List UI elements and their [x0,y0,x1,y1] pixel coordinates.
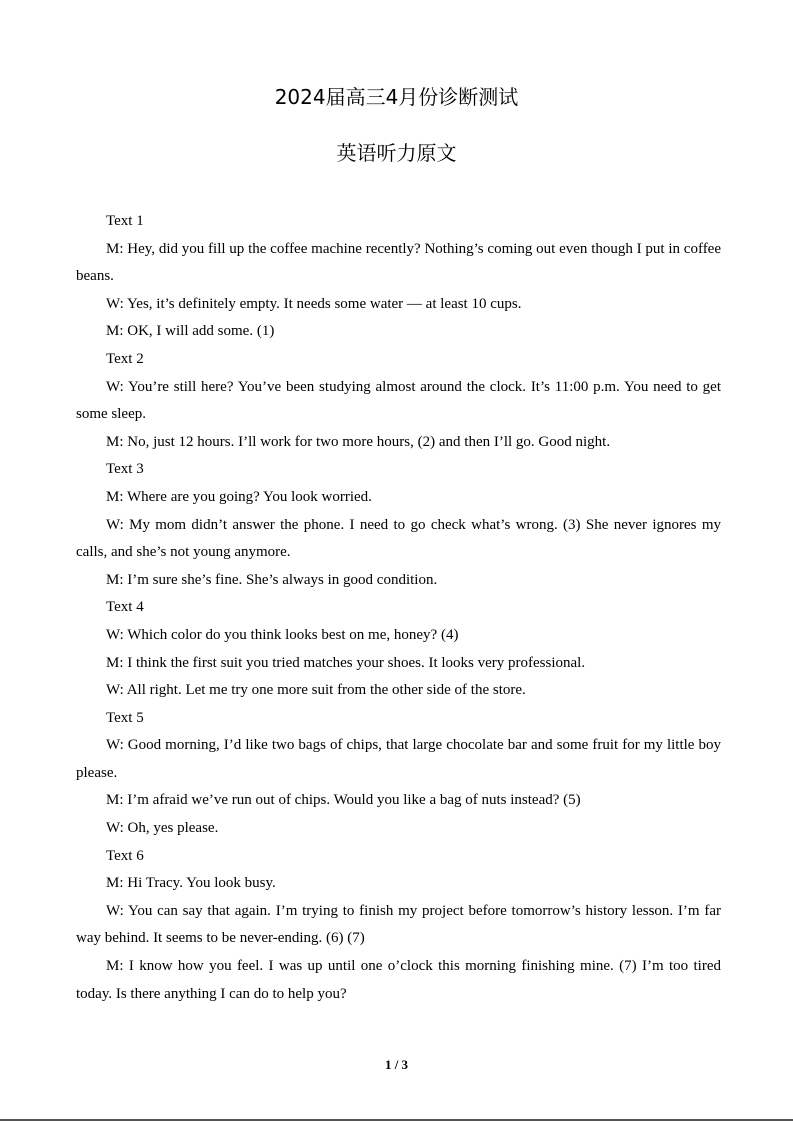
dialogue-line: M: I’m afraid we’ve run out of chips. Would you like a bag of nuts instead? (5) [106,792,581,809]
dialogue-line: W: All right. Let me try one more suit from the other side of the store. [106,682,526,699]
dialogue-line: W: Oh, yes please. [106,820,219,837]
text-heading: Text 6 [106,847,144,864]
text-heading: Text 4 [106,599,144,616]
document-title: 2024届高三4月份诊断测试 [274,85,519,109]
text-heading: Text 3 [106,461,144,478]
dialogue-line: M: Hi Tracy. You look busy. [106,875,276,892]
dialogue-line: W: My mom didn’t answer the phone. I need to go check what’s wrong. (3) She never ignores my calls, and she’s not young anymore. [76,516,721,561]
dialogue-line: M: No, just 12 hours. I’ll work for two more hours, (2) and then I’ll go. Good night. [106,433,611,450]
text-heading: Text 5 [106,709,144,726]
page-number: 1 / 3 [384,1057,409,1072]
dialogue-line: M: Where are you going? You look worried. [106,488,372,505]
dialogue-line: M: Hey, did you fill up the coffee machine recently? Nothing’s coming out even though I put in coffee beans. [76,240,721,285]
dialogue-line: M: I’m sure she’s fine. She’s always in good condition. [106,571,438,588]
dialogue-line: W: Good morning, I’d like two bags of chips, that large chocolate bar and some fruit for my little boy please. [76,737,721,781]
dialogue-line: M: OK, I will add some. (1) [106,323,275,340]
dialogue-line: W: Which color do you think looks best on me, honey? (4) [106,626,459,643]
dialogue-line: M: I know how you feel. I was up until one o’clock this morning finishing mine. (7) I’m too tired today. Is there anything I can do to help you? [76,958,721,1002]
transcript-body [76,208,721,1008]
text-heading: Text 2 [106,350,144,367]
dialogue-line: W: You can say that again. I’m trying to finish my project before tomorrow’s history lesson. I’m far way behind. It seems to be never-ending. (6) (7) [76,902,721,947]
dialogue-line: W: You’re still here? You’ve been studying almost around the clock. It’s 11:00 p.m. You need to get some sleep. [76,378,721,423]
document-subtitle: 英语听力原文 [336,141,457,165]
text-heading: Text 1 [106,213,144,229]
dialogue-line: M: I think the first suit you tried matches your shoes. It looks very professional. [106,654,586,671]
page-bottom-rule [0,1119,793,1121]
dialogue-line: W: Yes, it’s definitely empty. It needs some water — at least 10 cups. [106,295,522,312]
